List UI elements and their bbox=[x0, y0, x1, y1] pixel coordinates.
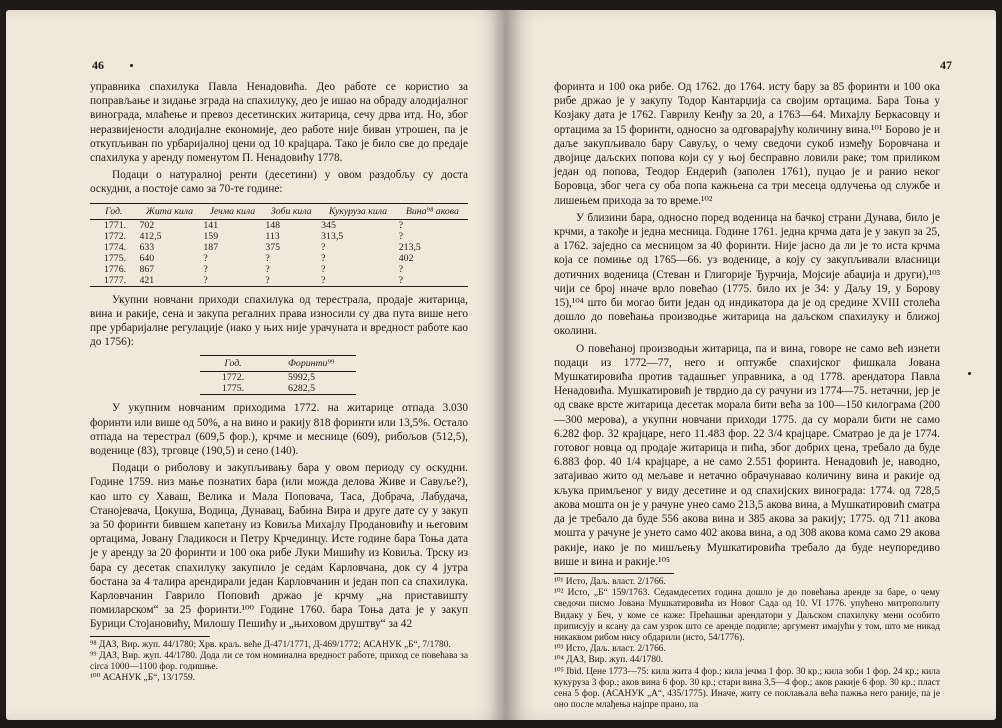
table-row bbox=[90, 275, 468, 287]
footnote: ¹⁰⁵ Ibid. Цене 1773—75: кила жита 4 фор.; кила јечма 1 фор. 30 кр.; кила зоби 1 фор. 24 кр.; кила кукуруза 3 фор.; аков вина 6 фор. 30 кр.; стари вина 3,5—4 фор.; аков ракије 6 фор. 30 кр.; пласт сена 5 фор. (АСАНУК „А“, 435/1775). Иначе, житу се поклањала већа пажња него раније, па је оно после млађења најпре прано, па bbox=[554, 666, 940, 711]
table-cell: 6282,5 bbox=[288, 383, 315, 395]
table-cell: 1772. bbox=[222, 372, 245, 384]
table-cell: ? bbox=[203, 274, 208, 286]
paragraph: форинта и 100 ока рибе. Од 1762. до 1764. исту бару за 85 форинти и 100 ока рибе држао је у закупу Тодор Кантарџија са својим ортацима. Бара Тоња у Козјаку дата је 1762. Гаврилу Кенђу за 20, а 1763—64. Михајлу Беркасовцу и ортацима за 15 форинти, односно за одговарајућу количину вина.¹⁰¹ Борово је и даље закупљивало бару Савуљу, о чему сведочи сукоб између Боровчана и двојице даљских попова који су у њој бесправно ловили раке; том приликом један од попова, Теодор Ендерић (заполен 1761), пуцао је и ранио неког Боровца, због чега су оба попа кажњена са три месеца одлучења од службе и лишењем прихода за то време.¹⁰² bbox=[554, 81, 940, 207]
income-table bbox=[200, 355, 356, 395]
footnote: ⁹⁸ ДАЗ, Вир. жуп. 44/1780; Хрв. краљ. веће Д-471/1771, Д-469/1772; АСАНУК „Б“, 7/1780. bbox=[90, 639, 451, 650]
table-cell: 1777. bbox=[104, 274, 127, 286]
table-cell: 1772. bbox=[104, 230, 127, 242]
left-page bbox=[6, 10, 506, 720]
footnote: ¹⁰¹ Исто, Даљ. власт. 2/1766. bbox=[554, 576, 666, 587]
table-header-row bbox=[200, 356, 356, 372]
table-cell: 702 bbox=[139, 219, 155, 231]
table-cell: 1775. bbox=[104, 252, 127, 264]
table-cell: ? bbox=[321, 263, 326, 275]
table-cell: ? bbox=[265, 274, 270, 286]
table-header-cell: Јечма кила bbox=[209, 205, 256, 217]
table-cell: ? bbox=[321, 241, 326, 253]
table-cell: ? bbox=[321, 274, 326, 286]
footnote-divider bbox=[554, 573, 674, 574]
table-cell: ? bbox=[265, 252, 270, 264]
table-cell: 412,5 bbox=[139, 230, 162, 242]
table-cell: 5992,5 bbox=[288, 372, 315, 384]
table-row bbox=[200, 372, 356, 384]
table-cell: ? bbox=[265, 263, 270, 275]
print-mark bbox=[968, 372, 971, 375]
table-cell: 421 bbox=[139, 274, 155, 286]
paragraph: У близини бара, односно поред воденица на бачкој страни Дунава, било је крчми, а такође и једна месница. Године 1761. једна крчма дата је у закуп за 25, а 1762. заједно са месницом за 40 форинти. Није јасно да ли је то иста крчма која се помиње од 1765—66. уз воденице, а коју су закупљивали власници дотичних воденица (Стеван и Глигорије Ђурчија, Мојсије абаџија и други),¹⁰³ чији се број иначе врло повећао (1775. било их је 34: у Даљу 19, у Борову 15),¹⁰⁴ што би могао бити један од индикатора да је од средине XVIII столећа дошло до повећања производње житарица на даљском спахилуку и ближој околини. bbox=[554, 211, 940, 338]
table-row bbox=[90, 231, 468, 242]
table-header-cell: Год. bbox=[224, 358, 242, 370]
table-cell: ? bbox=[398, 263, 404, 275]
table-cell: ? bbox=[398, 274, 404, 286]
table-header-row bbox=[90, 203, 468, 219]
paragraph: Укупни новчани приходи спахилука од терестрала, продаје житарица, вина и ракије, сена и закупа регалних права износили су два пута више него пре урбаријалне регулације (иако у њих није урачуната и вредност работе као до 1756): bbox=[90, 293, 468, 349]
paragraph: У укупним новчаним приходима 1772. на житарице отпада 3.030 форинти или више од 50%, а на вино и ракију 818 форинти или 13,5%. Остало отпада на терестрал (609,5 фор.), крчме и меснице (609), рибољов (512,5), воденице (83), трговце (190,5) и сено (140). bbox=[90, 402, 468, 458]
table-cell: ? bbox=[203, 252, 208, 264]
table-cell: 375 bbox=[265, 241, 281, 253]
table-cell: 1774. bbox=[104, 241, 127, 253]
page-number-left: 46 bbox=[92, 58, 104, 72]
table-cell: 213,5 bbox=[398, 241, 421, 253]
table-cell: 867 bbox=[139, 263, 155, 275]
table-row bbox=[90, 242, 468, 253]
table-header-cell: Год. bbox=[105, 205, 123, 217]
right-text-column bbox=[554, 80, 940, 711]
table-cell: 640 bbox=[139, 252, 155, 264]
table-header-cell: Вина⁹⁸ акова bbox=[405, 205, 459, 217]
footnote: ¹⁰² Исто, „Б“ 159/1763. Седамдесетих година дошло је до повећања аренде за баре, о чему сведочи писмо Јована Мушкатировића из Новог Сада од 10. VI 1776. упућено митрополиту Видаку у Беч, у коме се каже: Прећашњи арендатори у Даљском спахилуку мени особито приписују и ксану да сам узрок што се аренде подигле; аргумент имајући у том, што ме никад никаквом рибом нису обдарили (исто, 54/1776). bbox=[554, 588, 940, 643]
page-number-right: 47 bbox=[940, 58, 952, 72]
paragraph: Подаци о натуралној ренти (десетини) у овом раздобљу су доста оскудни, а постоје само за 70-те године: bbox=[90, 169, 468, 196]
table-cell: 313,5 bbox=[321, 230, 344, 242]
table-cell: 402 bbox=[398, 252, 414, 264]
table-cell: 345 bbox=[321, 219, 336, 231]
footnote-divider bbox=[90, 636, 210, 637]
table-cell: 1771. bbox=[104, 219, 127, 231]
table-cell: 187 bbox=[203, 241, 219, 253]
table-row bbox=[90, 264, 468, 275]
table-cell: 1776. bbox=[104, 263, 127, 275]
table-cell: ? bbox=[203, 263, 208, 275]
table-cell: ? bbox=[398, 219, 404, 231]
table-cell: 148 bbox=[265, 219, 281, 231]
left-text-column bbox=[90, 80, 468, 685]
print-mark bbox=[130, 64, 133, 67]
tithe-table bbox=[90, 203, 468, 287]
paragraph: управника спахилука Павла Ненадовића. Део работе се користио за поправљање и зидање зграда на спахилуку, део је ишао на обраду алодијалног винограда, млаћење и превоз десетинских житарица, сечу дрва итд. Но, због неразвијености алодијалне економије, део работе није биван утрошен, па је откупљиван по урбаријалној цени од 10 крајцара. Тако је било све до предаје спахилука у аренду поменутом П. Ненадовићу 1778. bbox=[90, 81, 468, 165]
table-cell: ? bbox=[321, 252, 326, 264]
table-cell: 633 bbox=[139, 241, 155, 253]
table-cell: 159 bbox=[203, 230, 219, 242]
table-row bbox=[200, 383, 356, 395]
table-header-cell: Зоби кила bbox=[270, 205, 312, 217]
table-row bbox=[90, 253, 468, 264]
table-cell: 113 bbox=[265, 230, 280, 242]
table-cell: 1775. bbox=[222, 383, 245, 395]
table-cell: 141 bbox=[203, 219, 219, 231]
table-header-cell: Жита кила bbox=[145, 205, 194, 217]
footnote: ⁹⁹ ДАЗ, Вир. жуп. 44/1780. Дода ли се том номинална вредност работе, приход се повећава за circa 1000—1100 фор. годишње. bbox=[90, 650, 468, 673]
table-header-cell: Форинти⁹⁹ bbox=[288, 358, 335, 370]
paragraph: О повећаној производњи житарица, па и вина, говоре не само већ изнети подаци из 1772—77, него и оптужбе спахијског фишкала Јована Мушкатировића против тадашњег управника, а од 1778. арендатора Павла Ненадовића. Мушкатировић је тврдио да су рачуни из 1774—75. нетачни, јер је од сваке врсте житарица десетак морала бити већа за 100—150 килограма (200—300 мерова), а укупни новчани приходи 1775. да су морали бити не само 6.282 фор. 32 крајцаре, него 11.483 фор. 22 3/4 крајцаре. Сматрао је да је 1774. готовог новца од продаје житарица и пића, због добрих цена, требало да буде 6.883 фор. 40 1/4 крајцаре, а не само 2.551 форинта. Ненадовић је, наводно, затајивао жито од мељаве и нетачно обрачунавао количину вина и ракије од кљука примљеног у виду десетине и од спахијских винограда: 1774. од 728,5 акова мошта он је у рачуне унео само 213,5 акова вина, а Мушкатировић сматра да је требало да буде 556 акова вина и 385 акова за ракију; 1775. од 711 акова мошта у рачуне је унето само 402 акова вина, а од 308 акова кома само 29 акова ракије, иако је по мишљењу Мушкатировића требало да буде неупоредиво више и вина и ракије.¹⁰⁵ bbox=[554, 342, 940, 568]
table-row bbox=[90, 219, 468, 231]
footnote: ¹⁰³ Исто, Даљ. власт. 2/1766. bbox=[554, 644, 666, 655]
right-page bbox=[506, 10, 996, 720]
table-header-cell: Кукуруза кила bbox=[328, 205, 388, 217]
paragraph: Подаци о риболову и закупљивању бара у овом периоду су оскудни. Године 1759. низ мање познатих бара (или можда делова Живе и Савуље?), као што су Хаваш, Велика и Мала Поповача, Таса, Добрача, Лабудача, Станојевача, Цокуша, Водица, Дунавац, Бабина Вира и друге дате су у закуп за 50 форинти бившем капетану из Ковиља Михајлу Продановићу и његовим ортацима, Јовану Гладикоси и Петру Крчединцу. Исте године бара Тоња дата је у аренду за 20 форинти и 100 ока рибе Луки Мишићу из Ковиља. Трску из бара су десетак спахилуку закупило је седам Карловчана, док су 4 јутра бостана за 4 талира арендирали један Карловчанин и један поп са спахилука. Карловчанин Гаврило Поповић држао је крчму „на приставишту помиларском“ за 25 форинти.¹⁰⁰ Године 1760. бара Тоња дата је у закуп Бурици Стојановићу, Милошу Пешићу и „њиховом друштву“ за 42 bbox=[90, 462, 468, 631]
footnote: ¹⁰⁰ АСАНУК „Б“, 13/1759. bbox=[90, 673, 196, 684]
table-cell: ? bbox=[398, 230, 404, 242]
footnote: ¹⁰⁴ ДАЗ, Вир. жуп. 44/1780. bbox=[554, 655, 664, 666]
